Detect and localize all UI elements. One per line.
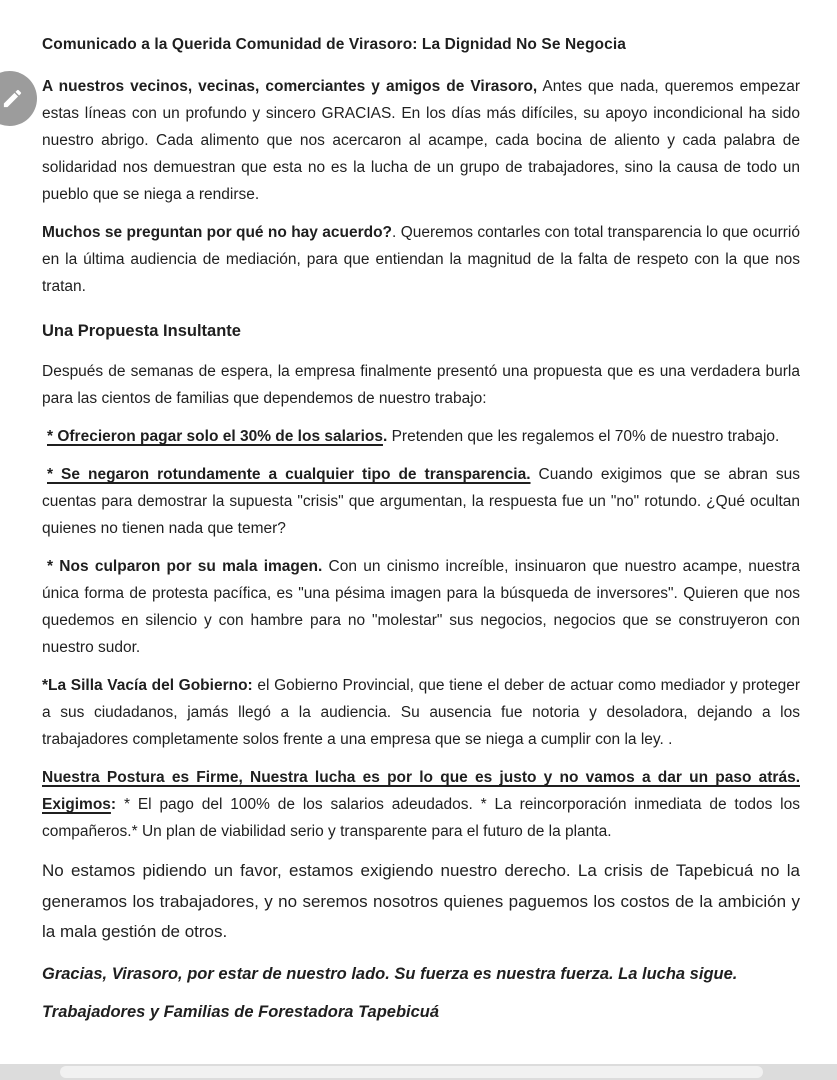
intro-paragraph: [42, 73, 800, 208]
postura-colon: :: [110, 796, 117, 813]
postura-rest: * El pago del 100% de los salarios adeudados. * La reincorporación inmediata de todos los compañeros.* Un plan de viabilidad serio y transparente para el futuro de la planta.: [42, 796, 800, 840]
bullet-salarios-dot: .: [382, 428, 388, 445]
bullet-mala-imagen-lead: * Nos culparon por su mala imagen: [47, 558, 318, 575]
bullet-mala-imagen-rest: Con un cinismo increíble, insinuaron que nuestro acampe, nuestra única forma de protesta pacífica, es "una pésima imagen para la búsqueda de inversores". Quieren que nos quedemos en silencio y con hambre para no "molestar" sus negocios, negocios que se construyeron con nuestro sudor.: [42, 558, 800, 656]
signature-line: Trabajadores y Familias de Forestadora Tapebicuá: [42, 1002, 440, 1021]
closing-paragraph: Gracias, Virasoro, por estar de nuestro lado. Su fuerza es nuestra fuerza. La lucha sigue.: [42, 964, 738, 983]
silla-vacia-rest: el Gobierno Provincial, que tiene el deber de actuar como mediador y proteger a sus ciudadanos, jamás llegó a la audiencia. Su ausencia fue notoria y desoladora, dejando a los trabajadores completamente solos frente a una empresa que se niega a cumplir con la ley. .: [42, 677, 800, 748]
bullet-salarios-rest: Pretenden que les regalemos el 70% de nuestro trabajo.: [387, 428, 780, 445]
section-heading-propuesta: Una Propuesta Insultante: [42, 322, 241, 340]
derecho-paragraph: No estamos pidiendo un favor, estamos exigiendo nuestro derecho. La crisis de Tapebicuá no la generamos los trabajadores, y no seremos nosotros quienes paguemos los costos de la ambición y la mala gestión de otros.: [42, 861, 800, 941]
document-page: [42, 34, 800, 1023]
bullet-salarios: [42, 423, 800, 450]
bullet-mala-imagen-dot: .: [317, 558, 323, 575]
bullet-salarios-lead: * Ofrecieron pagar solo el 30% de los salarios: [47, 428, 383, 445]
intro-rest: Antes que nada, queremos empezar estas líneas con un profundo y sincero GRACIAS. En los días más difíciles, su apoyo incondicional ha sido nuestro abrigo. Cada alimento que nos acercaron al acampe, cada bocina de aliento y cada palabra de solidaridad nos demuestran que esta no es la lucha de un grupo de trabajadores, sino la causa de todo un pueblo que se niega a rendirse.: [42, 78, 800, 203]
bottom-scrollbar[interactable]: [0, 1064, 837, 1080]
bullet-mala-imagen: [42, 553, 800, 661]
edit-button[interactable]: [0, 71, 37, 126]
bullet-transparencia: [42, 461, 800, 542]
postura-paragraph: [42, 764, 800, 845]
postura-lead: Nuestra Postura es Firme, Nuestra lucha es por lo que es justo y no vamos a dar un paso atrás. Exigimos: [42, 769, 800, 813]
pencil-icon: [1, 87, 24, 110]
why-no-agreement-paragraph: [42, 219, 800, 300]
bottom-scrollbar-track[interactable]: [60, 1066, 763, 1078]
silla-vacia-paragraph: [42, 672, 800, 753]
why-no-agreement-lead: Muchos se preguntan por qué no hay acuerdo?: [42, 224, 393, 241]
document-title: Comunicado a la Querida Comunidad de Virasoro: La Dignidad No Se Negocia: [42, 36, 626, 53]
why-no-agreement-rest: . Queremos contarles con total transparencia lo que ocurrió en la última audiencia de mediación, para que entiendan la magnitud de la falta de respeto con la que nos tratan.: [42, 224, 800, 295]
bullet-transparencia-lead: * Se negaron rotundamente a cualquier tipo de transparencia.: [47, 466, 531, 483]
bullet-transparencia-rest: Cuando exigimos que se abran sus cuentas para demostrar la supuesta "crisis" que argumentan, la respuesta fue un "no" rotundo. ¿Qué ocultan quienes no tienen nada que temer?: [42, 466, 800, 537]
propuesta-paragraph: Después de semanas de espera, la empresa finalmente presentó una propuesta que es una verdadera burla para las cientos de familias que dependemos de nuestro trabajo:: [42, 363, 800, 407]
intro-lead: A nuestros vecinos, vecinas, comerciantes y amigos de Virasoro,: [42, 78, 538, 95]
silla-vacia-lead: *La Silla Vacía del Gobierno:: [42, 677, 253, 694]
